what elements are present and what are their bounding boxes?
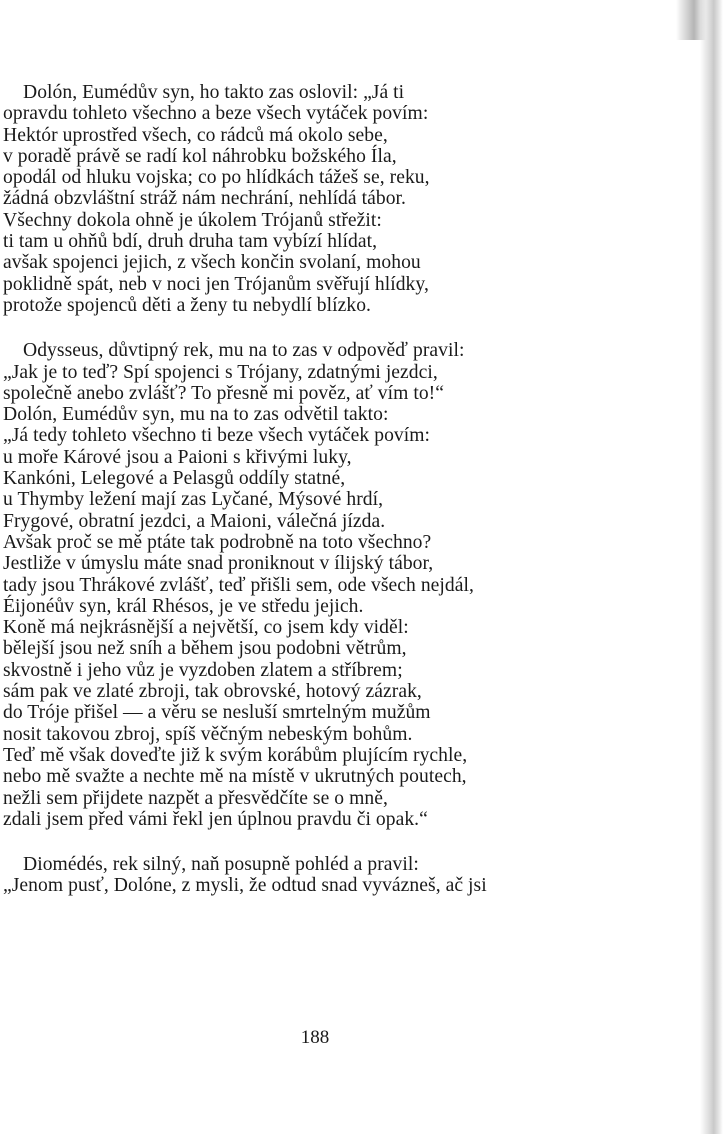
verse-line: tady jsou Thrákové zvlášť, teď přišli sem, ode všech nejdál, <box>3 574 474 596</box>
verse-line: „Já tedy tohleto všechno ti beze všech vytáček povím: <box>3 425 431 447</box>
verse-line: „Jenom pusť, Dolóne, z mysli, že odtud snad vyvázneš, ač jsi <box>3 875 487 897</box>
verse-line: bělejší jsou než sníh a během jsou podobni větrům, <box>3 638 407 660</box>
verse-line: u Thymby ležení mají zas Lyčané, Mýsové hrdí, <box>3 489 384 511</box>
verse-line: Dolón, Eumédův syn, mu na to zas odvětil takto: <box>3 404 389 426</box>
verse-line: zdali jsem před vámi řekl jen úplnou pravdu či opak.“ <box>3 808 428 830</box>
verse-line: poklidně spát, neb v noci jen Trójanům svěřují hlídky, <box>3 273 429 295</box>
verse-line: Diomédés, rek silný, naň posupně pohléd a pravil: <box>23 854 419 876</box>
verse-line: Dolón, Eumédův syn, ho takto zas oslovil: „Já ti <box>23 82 405 103</box>
page-edge-shadow-top <box>676 0 706 40</box>
verse-line: u moře Kárové jsou a Paioni s křivými luky, <box>3 446 352 468</box>
verse-line: opravdu tohleto všechno a beze všech vytáček povím: <box>3 103 429 125</box>
verse-line: opodál od hluku vojska; co po hlídkách tážeš se, reku, <box>3 167 430 189</box>
verse-line: Hektór uprostřed všech, co rádců má okolo sebe, <box>3 124 388 146</box>
stanza-gap <box>3 316 603 340</box>
paragraph <box>3 340 603 830</box>
verse-line: Odysseus, důvtipný rek, mu na to zas v odpověď pravil: <box>23 340 465 362</box>
verse-line: žádná obzvláštní stráž nám nechrání, nehlídá tábor. <box>3 188 406 210</box>
verse-line: společně anebo zvlášť? To přesně mi pověz, ať vím to!“ <box>3 382 445 404</box>
verse-line: nebo mě svažte a nechte mě na místě v ukrutných poutech, <box>3 766 467 788</box>
verse-line: nežli sem přijdete nazpět a přesvědčíte se o mně, <box>3 787 388 809</box>
verse-line: Avšak proč se mě ptáte tak podrobně na toto všechno? <box>3 531 432 553</box>
verse-line: do Tróje přišel — a věru se nesluší smrtelným mužům <box>3 702 431 724</box>
page-edge-shadow <box>700 0 723 1134</box>
verse-line: „Jak je to teď? Spí spojenci s Trójany, zdatnými jezdci, <box>3 361 438 383</box>
page-number: 188 <box>300 1027 330 1048</box>
verse-line: Teď mě však doveďte již k svým korábům plujícím rychle, <box>3 744 468 766</box>
verse-line: sám pak ve zlaté zbroji, tak obrovské, hotový zázrak, <box>3 681 422 703</box>
verse-line: Éijonéův syn, král Rhésos, je ve středu jejich. <box>3 595 364 617</box>
verse-line: Kankóni, Lelegové a Pelasgů oddíly statné, <box>3 468 346 490</box>
verse-line: ti tam u ohňů bdí, druh druha tam vybízí hlídat, <box>3 231 378 253</box>
verse-line: skvostně i jeho vůz je vyzdoben zlatem a stříbrem; <box>3 659 403 681</box>
verse-line: Frygové, obratní jezdci, a Maioni, válečná jízda. <box>3 510 386 532</box>
paragraph <box>3 854 603 897</box>
verse-line: nosit takovou zbroj, spíš věčným nebeským bohům. <box>3 723 413 745</box>
verse-line: Všechny dokola ohně je úkolem Trójanů střežit: <box>3 209 382 231</box>
verse-line: protože spojenců děti a ženy tu nebydlí blízko. <box>3 294 371 316</box>
page-body <box>3 82 603 897</box>
verse-line: v poradě právě se radí kol náhrobku božského Íla, <box>3 145 397 167</box>
paragraph <box>3 82 603 316</box>
verse-line: avšak spojenci jejich, z všech končin svolaní, mohou <box>3 252 421 274</box>
verse-line: Jestliže v úmyslu máte snad proniknout v ílijský tábor, <box>3 553 434 575</box>
stanza-gap <box>3 830 603 854</box>
verse-line: Koně má nejkrásnější a největší, co jsem kdy viděl: <box>3 617 409 639</box>
